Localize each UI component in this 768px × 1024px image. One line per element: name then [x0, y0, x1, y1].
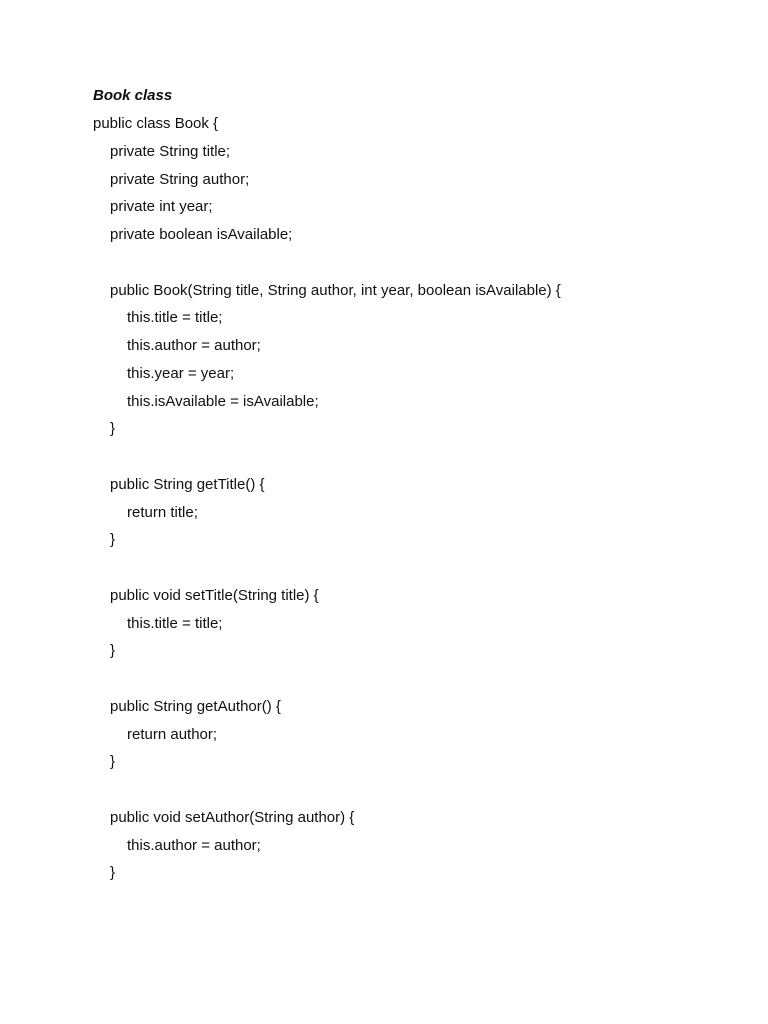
code-line: public void setAuthor(String author) {	[110, 808, 355, 826]
code-line	[93, 253, 561, 281]
code-line	[93, 669, 561, 697]
code-line: }	[110, 864, 116, 882]
section-heading: Book class	[93, 87, 173, 104]
code-line: private String title;	[110, 142, 231, 160]
code-line: return title;	[127, 503, 198, 521]
code-line: this.year = year;	[127, 364, 235, 382]
code-line	[93, 447, 561, 475]
code-line: public class Book {	[93, 115, 219, 132]
code-line: this.title = title;	[127, 614, 223, 632]
code-line: this.author = author;	[127, 337, 261, 354]
code-line	[93, 780, 561, 808]
code-block	[93, 114, 561, 891]
code-line: private boolean isAvailable;	[110, 226, 293, 243]
code-line: }	[110, 531, 116, 549]
code-line: this.author = author;	[127, 836, 261, 854]
code-line: }	[110, 753, 116, 771]
code-line	[93, 558, 561, 586]
code-line: public void setTitle(String title) {	[110, 586, 319, 604]
code-line: public Book(String title, String author, int year, boolean isAvailable) {	[110, 281, 561, 299]
code-line: public String getAuthor() {	[110, 697, 281, 715]
code-line: this.title = title;	[127, 309, 223, 327]
code-line: private String author;	[110, 170, 250, 188]
code-line: private int year;	[110, 198, 213, 216]
code-line: return author;	[127, 725, 218, 743]
code-line: }	[110, 642, 116, 660]
code-line: }	[110, 420, 116, 438]
code-line: public String getTitle() {	[110, 475, 265, 493]
code-line: this.isAvailable = isAvailable;	[127, 392, 319, 410]
